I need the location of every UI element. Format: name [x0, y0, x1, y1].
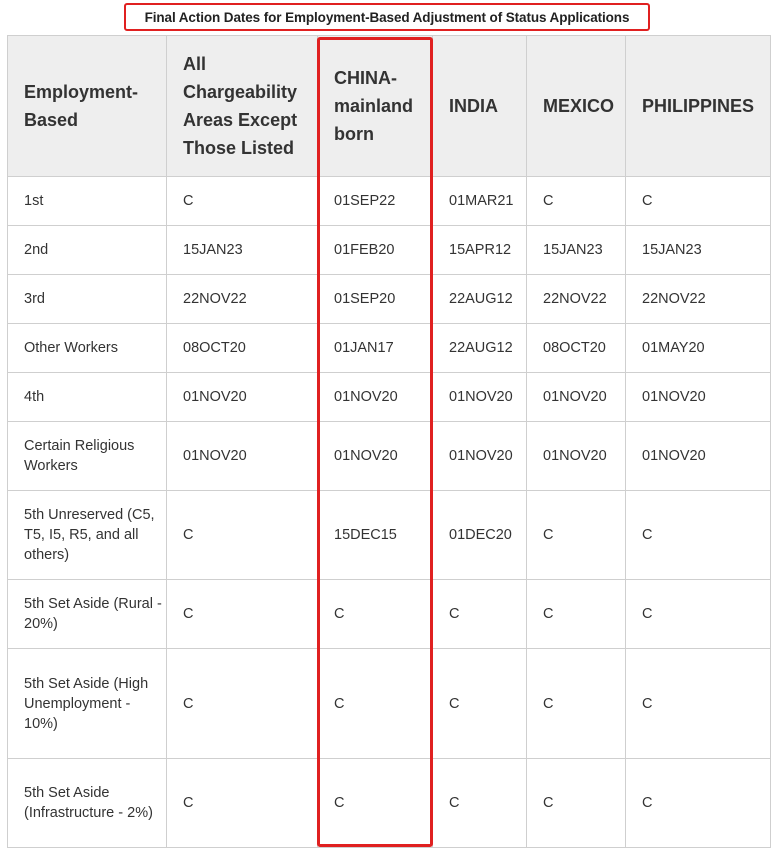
table-row: [8, 275, 771, 324]
header-philippines: PHILIPPINES: [626, 36, 771, 177]
philippines-cell: 01NOV20: [626, 373, 771, 422]
mexico-cell: 01NOV20: [527, 373, 626, 422]
philippines-cell: C: [626, 580, 771, 649]
header-mexico: MEXICO: [527, 36, 626, 177]
table-row: [8, 580, 771, 649]
india-cell: 01NOV20: [433, 422, 527, 491]
header-all-chargeability: All Chargeability Areas Except Those Listed: [167, 36, 318, 177]
table-row: [8, 177, 771, 226]
china-cell: C: [318, 759, 433, 848]
mexico-cell: C: [527, 177, 626, 226]
india-cell: 22AUG12: [433, 324, 527, 373]
table-row: [8, 422, 771, 491]
all-cell: 22NOV22: [167, 275, 318, 324]
china-cell: 01SEP22: [318, 177, 433, 226]
all-cell: 08OCT20: [167, 324, 318, 373]
all-cell: C: [167, 177, 318, 226]
india-cell: 01NOV20: [433, 373, 527, 422]
philippines-cell: 01MAY20: [626, 324, 771, 373]
all-cell: 01NOV20: [167, 373, 318, 422]
philippines-cell: C: [626, 759, 771, 848]
title-highlight-box: [124, 3, 650, 31]
header-india: INDIA: [433, 36, 527, 177]
all-cell: C: [167, 759, 318, 848]
mexico-cell: 15JAN23: [527, 226, 626, 275]
table-row: [8, 324, 771, 373]
india-cell: 15APR12: [433, 226, 527, 275]
all-cell: 15JAN23: [167, 226, 318, 275]
china-cell: C: [318, 580, 433, 649]
table-title: Final Action Dates for Employment-Based Adjustment of Status Applications: [144, 9, 630, 25]
india-cell: 01MAR21: [433, 177, 527, 226]
table-row: [8, 373, 771, 422]
category-cell: 5th Set Aside (High Unemployment - 10%): [8, 649, 167, 759]
header-row: [8, 36, 771, 177]
china-cell: 01JAN17: [318, 324, 433, 373]
table-row: [8, 491, 771, 580]
mexico-cell: C: [527, 759, 626, 848]
china-cell: 01NOV20: [318, 422, 433, 491]
philippines-cell: C: [626, 177, 771, 226]
category-cell: 4th: [8, 373, 167, 422]
philippines-cell: C: [626, 491, 771, 580]
table-row: [8, 226, 771, 275]
philippines-cell: C: [626, 649, 771, 759]
india-cell: 22AUG12: [433, 275, 527, 324]
mexico-cell: 01NOV20: [527, 422, 626, 491]
india-cell: 01DEC20: [433, 491, 527, 580]
category-cell: Other Workers: [8, 324, 167, 373]
mexico-cell: 08OCT20: [527, 324, 626, 373]
header-china: CHINA-mainland born: [318, 36, 433, 177]
india-cell: C: [433, 580, 527, 649]
category-cell: 3rd: [8, 275, 167, 324]
philippines-cell: 22NOV22: [626, 275, 771, 324]
mexico-cell: C: [527, 491, 626, 580]
category-cell: 5th Unreserved (C5, T5, I5, R5, and all others): [8, 491, 167, 580]
india-cell: C: [433, 649, 527, 759]
all-cell: 01NOV20: [167, 422, 318, 491]
category-cell: 5th Set Aside (Rural - 20%): [8, 580, 167, 649]
table-row: [8, 759, 771, 848]
category-cell: 1st: [8, 177, 167, 226]
china-cell: 15DEC15: [318, 491, 433, 580]
category-cell: 5th Set Aside (Infrastructure - 2%): [8, 759, 167, 848]
mexico-cell: C: [527, 580, 626, 649]
final-action-dates-table: [7, 35, 771, 848]
china-cell: 01SEP20: [318, 275, 433, 324]
china-cell: 01FEB20: [318, 226, 433, 275]
all-cell: C: [167, 649, 318, 759]
philippines-cell: 15JAN23: [626, 226, 771, 275]
all-cell: C: [167, 580, 318, 649]
india-cell: C: [433, 759, 527, 848]
china-cell: 01NOV20: [318, 373, 433, 422]
category-cell: Certain Religious Workers: [8, 422, 167, 491]
mexico-cell: C: [527, 649, 626, 759]
header-employment-based: Employment-Based: [8, 36, 167, 177]
philippines-cell: 01NOV20: [626, 422, 771, 491]
table-row: [8, 649, 771, 759]
all-cell: C: [167, 491, 318, 580]
category-cell: 2nd: [8, 226, 167, 275]
mexico-cell: 22NOV22: [527, 275, 626, 324]
china-cell: C: [318, 649, 433, 759]
